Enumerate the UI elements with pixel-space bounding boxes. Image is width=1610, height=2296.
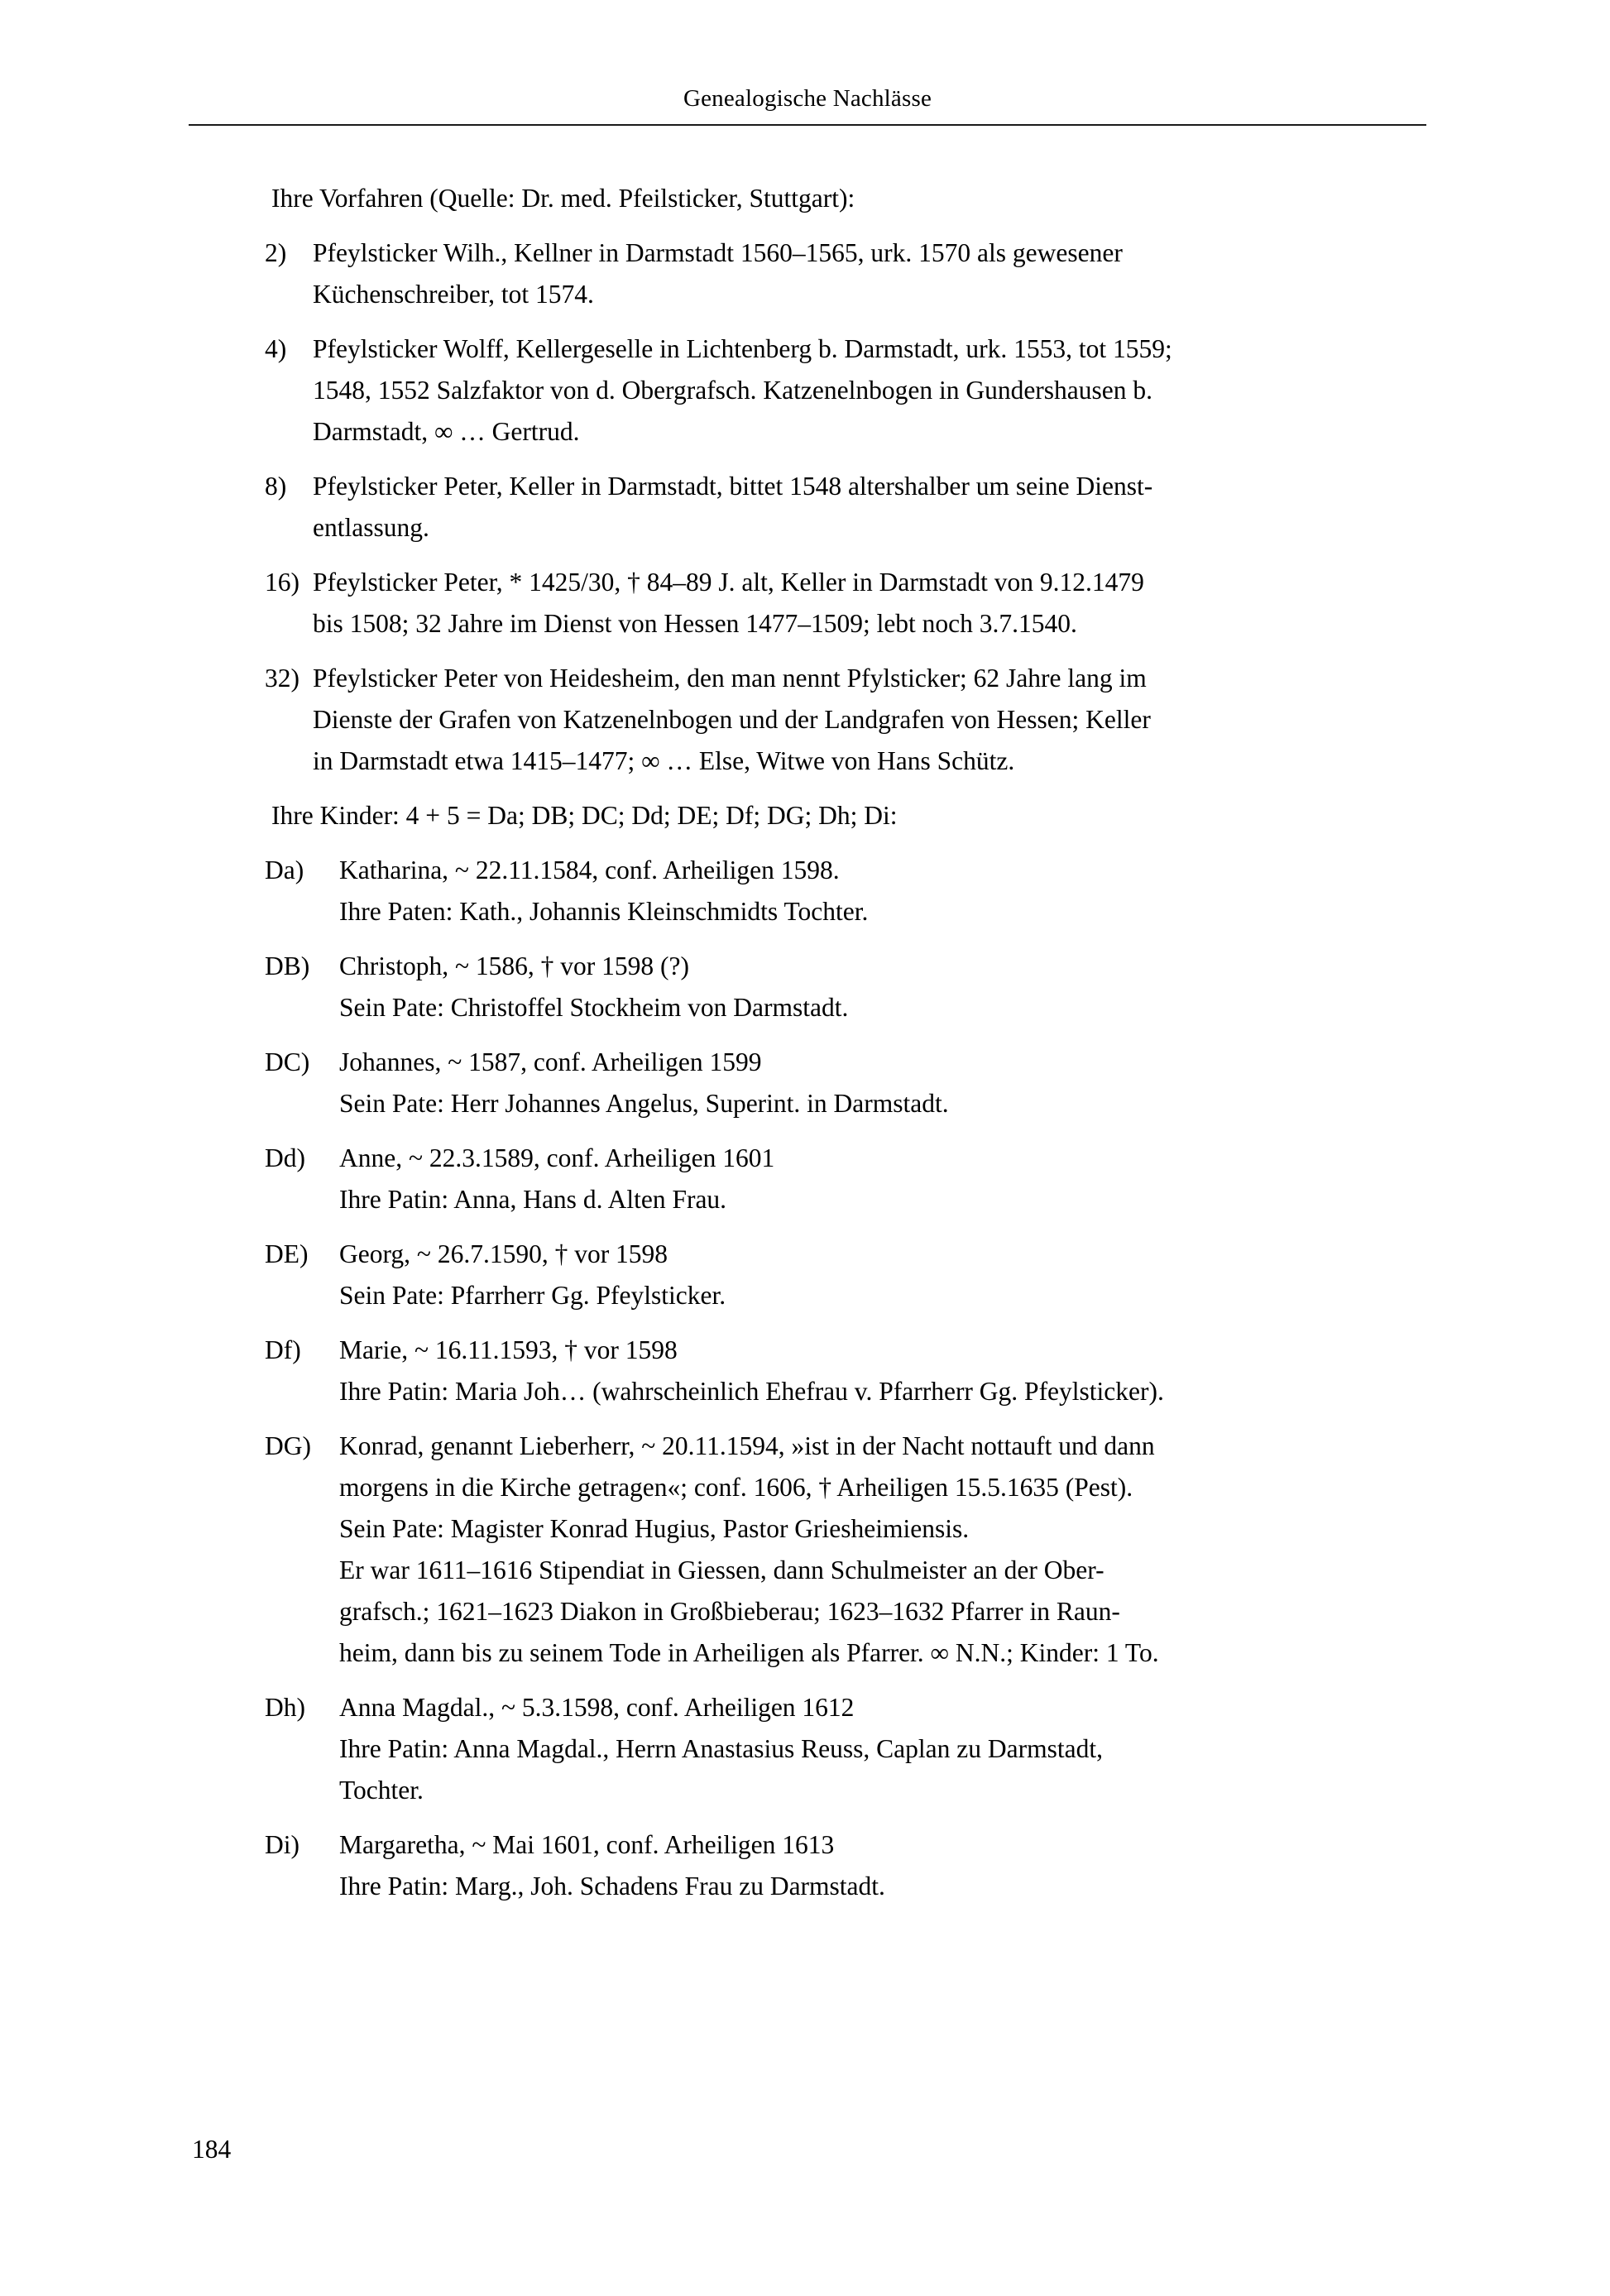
child-text [339, 1330, 1425, 1412]
page-number: 184 [192, 2135, 232, 2164]
ancestor-line: Küchenschreiber, tot 1574. [313, 280, 594, 309]
child-entry [265, 1824, 1425, 1907]
ancestor-text [313, 232, 1425, 315]
ancestor-entry [265, 232, 1425, 315]
child-text [339, 1234, 1425, 1316]
child-marker: Df) [265, 1335, 301, 1364]
child-entry [265, 1330, 1425, 1412]
child-line: grafsch.; 1621–1623 Diakon in Großbieberau; 1623–1632 Pfarrer in Raun- [339, 1597, 1120, 1626]
ancestor-marker: 4) [265, 334, 287, 363]
ancestors-intro-line: Ihre Vorfahren (Quelle: Dr. med. Pfeilsticker, Stuttgart): [271, 184, 855, 213]
child-line: Sein Pate: Pfarrherr Gg. Pfeylsticker. [339, 1281, 726, 1310]
child-line: Ihre Patin: Anna, Hans d. Alten Frau. [339, 1185, 727, 1214]
child-marker: DE) [265, 1239, 309, 1268]
child-line: Sein Pate: Christoffel Stockheim von Darmstadt. [339, 993, 849, 1022]
child-marker: Dd) [265, 1143, 305, 1172]
child-line: Ihre Paten: Kath., Johannis Kleinschmidts Tochter. [339, 897, 869, 926]
child-text [339, 1824, 1425, 1907]
child-line: Ihre Patin: Anna Magdal., Herrn Anastasius Reuss, Caplan zu Darmstadt, [339, 1734, 1103, 1763]
child-line: Georg, ~ 26.7.1590, † vor 1598 [339, 1239, 668, 1268]
child-marker: Di) [265, 1830, 299, 1859]
child-text [339, 1042, 1425, 1124]
ancestor-line: Pfeylsticker Peter von Heidesheim, den man nennt Pfylsticker; 62 Jahre lang im [313, 664, 1147, 693]
child-text [339, 946, 1425, 1028]
child-line: Margaretha, ~ Mai 1601, conf. Arheiligen 1613 [339, 1830, 835, 1859]
child-line: morgens in die Kirche getragen«; conf. 1606, † Arheiligen 15.5.1635 (Pest). [339, 1473, 1133, 1502]
child-line: Marie, ~ 16.11.1593, † vor 1598 [339, 1335, 678, 1364]
child-text [339, 1426, 1425, 1674]
ancestor-line: in Darmstadt etwa 1415–1477; ∞ … Else, Witwe von Hans Schütz. [313, 746, 1015, 775]
child-text [339, 1138, 1425, 1220]
child-entry [265, 850, 1425, 932]
child-entry [265, 1426, 1425, 1674]
child-entry [265, 1042, 1425, 1124]
child-line: Konrad, genannt Lieberherr, ~ 20.11.1594, »ist in der Nacht nottauft und dann [339, 1431, 1155, 1460]
page-header [189, 86, 1426, 126]
ancestor-line: bis 1508; 32 Jahre im Dienst von Hessen 1477–1509; lebt noch 3.7.1540. [313, 609, 1077, 638]
ancestor-line: Pfeylsticker Peter, Keller in Darmstadt, bittet 1548 altershalber um seine Dienst- [313, 472, 1153, 501]
child-line: Sein Pate: Herr Johannes Angelus, Superint. in Darmstadt. [339, 1089, 949, 1118]
child-text [339, 1687, 1425, 1811]
ancestor-marker: 32) [265, 664, 299, 693]
child-line: Er war 1611–1616 Stipendiat in Giessen, dann Schulmeister an der Ober- [339, 1555, 1104, 1584]
child-marker: Da) [265, 856, 304, 884]
ancestor-line: Pfeylsticker Peter, * 1425/30, † 84–89 J. alt, Keller in Darmstadt von 9.12.1479 [313, 568, 1144, 597]
ancestor-entry [265, 562, 1425, 645]
child-line: Ihre Patin: Marg., Joh. Schadens Frau zu Darmstadt. [339, 1872, 885, 1901]
running-title: Genealogische Nachlässe [683, 85, 932, 112]
child-line: Anne, ~ 22.3.1589, conf. Arheiligen 1601 [339, 1143, 775, 1172]
ancestor-entry [265, 658, 1425, 782]
ancestor-marker: 2) [265, 238, 287, 267]
ancestor-line: 1548, 1552 Salzfaktor von d. Obergrafsch. Katzenelnbogen in Gundershausen b. [313, 376, 1153, 405]
child-marker: Dh) [265, 1693, 305, 1722]
children-list [265, 850, 1425, 1907]
ancestor-marker: 16) [265, 568, 299, 597]
ancestor-marker: 8) [265, 472, 287, 501]
child-line: Sein Pate: Magister Konrad Hugius, Pastor Griesheimiensis. [339, 1514, 970, 1543]
ancestor-line: Dienste der Grafen von Katzenelnbogen und der Landgrafen von Hessen; Keller [313, 705, 1151, 734]
ancestor-text [313, 562, 1425, 645]
ancestors-list [265, 232, 1425, 782]
child-marker: DB) [265, 951, 310, 980]
header-rule [189, 124, 1426, 126]
child-marker: DG) [265, 1431, 311, 1460]
child-line: heim, dann bis zu seinem Tode in Arheiligen als Pfarrer. ∞ N.N.; Kinder: 1 To. [339, 1638, 1159, 1667]
child-line: Katharina, ~ 22.11.1584, conf. Arheiligen 1598. [339, 856, 840, 884]
ancestor-line: Pfeylsticker Wolff, Kellergeselle in Lichtenberg b. Darmstadt, urk. 1553, tot 1559; [313, 334, 1172, 363]
ancestor-line: Darmstadt, ∞ … Gertrud. [313, 417, 580, 446]
ancestor-line: entlassung. [313, 513, 429, 542]
children-intro-line: Ihre Kinder: 4 + 5 = Da; DB; DC; Dd; DE; Df; DG; Dh; Di: [271, 801, 898, 830]
child-marker: DC) [265, 1047, 310, 1076]
ancestor-line: Pfeylsticker Wilh., Kellner in Darmstadt 1560–1565, urk. 1570 als gewesener [313, 238, 1123, 267]
ancestor-text [313, 328, 1425, 453]
child-line: Christoph, ~ 1586, † vor 1598 (?) [339, 951, 690, 980]
child-line: Johannes, ~ 1587, conf. Arheiligen 1599 [339, 1047, 762, 1076]
child-line: Tochter. [339, 1776, 424, 1805]
ancestor-entry [265, 466, 1425, 549]
child-entry [265, 946, 1425, 1028]
ancestor-text [313, 658, 1425, 782]
child-line: Anna Magdal., ~ 5.3.1598, conf. Arheiligen 1612 [339, 1693, 855, 1722]
ancestor-entry [265, 328, 1425, 453]
child-entry [265, 1234, 1425, 1316]
child-text [339, 850, 1425, 932]
child-entry [265, 1687, 1425, 1811]
page-body [265, 178, 1425, 1907]
ancestor-text [313, 466, 1425, 549]
child-line: Ihre Patin: Maria Joh… (wahrscheinlich Ehefrau v. Pfarrherr Gg. Pfeylsticker). [339, 1377, 1164, 1406]
child-entry [265, 1138, 1425, 1220]
